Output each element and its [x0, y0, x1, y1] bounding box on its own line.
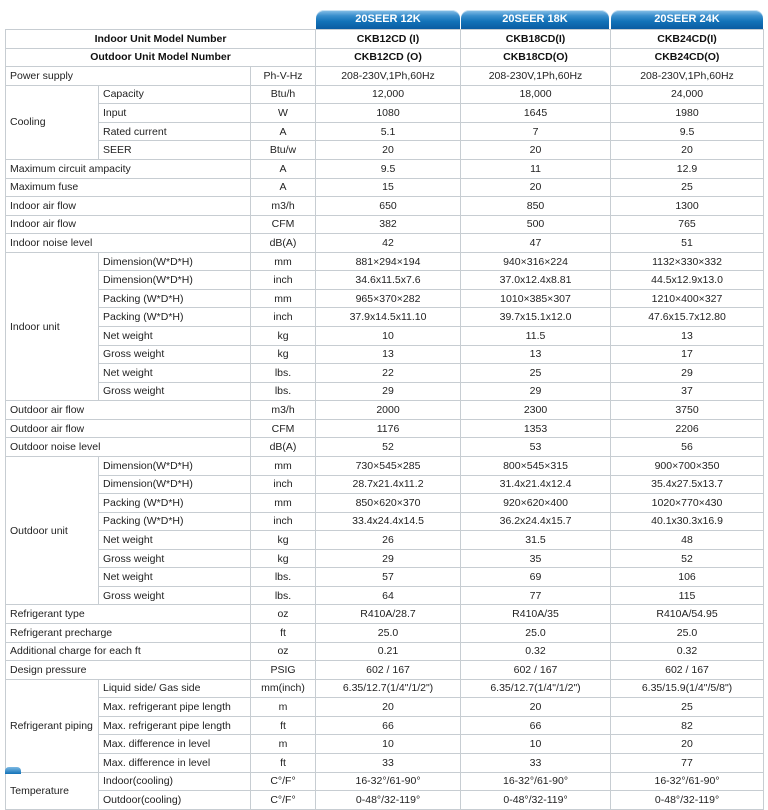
value-cell: 56: [611, 438, 764, 457]
row-label: Dimension(W*D*H): [99, 475, 251, 494]
value-cell: 115: [611, 586, 764, 605]
table-row: [6, 716, 764, 735]
group-cell: Refrigerant piping: [6, 679, 99, 772]
unit-cell: kg: [251, 531, 316, 550]
value-cell: 106: [611, 568, 764, 587]
unit-cell: oz: [251, 605, 316, 624]
value-cell: 40.1x30.3x16.9: [611, 512, 764, 531]
table-row: [6, 494, 764, 513]
group-cell: Indoor unit: [6, 252, 99, 401]
table-row: [6, 679, 764, 698]
value-cell: 1210×400×327: [611, 289, 764, 308]
column-header-20seer-18k: 20SEER 18K: [461, 10, 609, 29]
value-cell: 2206: [611, 419, 764, 438]
row-label: Packing (W*D*H): [99, 308, 251, 327]
value-cell: R410A/35: [461, 605, 611, 624]
column-header-20seer-12k: 20SEER 12K: [316, 10, 460, 29]
row-label: Power supply: [6, 67, 251, 86]
value-cell: 47.6x15.7x12.80: [611, 308, 764, 327]
unit-cell: Btu/h: [251, 85, 316, 104]
unit-cell: A: [251, 178, 316, 197]
value-cell: 881×294×194: [316, 252, 461, 271]
row-label: Packing (W*D*H): [99, 494, 251, 513]
unit-cell: mm: [251, 252, 316, 271]
unit-cell: kg: [251, 549, 316, 568]
table-row: [6, 624, 764, 643]
table-row: [6, 568, 764, 587]
value-cell: 9.5: [611, 122, 764, 141]
unit-cell: lbs.: [251, 364, 316, 383]
table-row: [6, 642, 764, 661]
table-row: [6, 586, 764, 605]
value-cell: 66: [316, 716, 461, 735]
value-cell: 5.1: [316, 122, 461, 141]
value-cell: 37: [611, 382, 764, 401]
unit-cell: CFM: [251, 215, 316, 234]
table-row: [6, 234, 764, 253]
value-cell: 52: [611, 549, 764, 568]
value-cell: 1980: [611, 104, 764, 123]
value-cell: 1132×330×332: [611, 252, 764, 271]
value-cell: 57: [316, 568, 461, 587]
value-cell: 800×545×315: [461, 456, 611, 475]
value-cell: 33: [316, 753, 461, 772]
table-row: [6, 419, 764, 438]
table-row: [6, 772, 764, 791]
unit-cell: m3/h: [251, 401, 316, 420]
table-row: [6, 382, 764, 401]
value-cell: 920×620×400: [461, 494, 611, 513]
table-row: [6, 141, 764, 160]
value-cell: R410A/54.95: [611, 605, 764, 624]
value-cell: 12.9: [611, 159, 764, 178]
unit-cell: mm: [251, 494, 316, 513]
value-cell: 24,000: [611, 85, 764, 104]
value-cell: 29: [316, 549, 461, 568]
value-cell: 13: [611, 327, 764, 346]
row-label: Dimension(W*D*H): [99, 456, 251, 475]
value-cell: 25: [611, 698, 764, 717]
value-cell: CKB24CD(O): [611, 48, 764, 67]
value-cell: 20: [611, 141, 764, 160]
row-label: Packing (W*D*H): [99, 512, 251, 531]
value-cell: 1176: [316, 419, 461, 438]
row-label: Net weight: [99, 531, 251, 550]
unit-cell: inch: [251, 475, 316, 494]
value-cell: 25: [461, 364, 611, 383]
row-label: Indoor noise level: [6, 234, 251, 253]
value-cell: 29: [316, 382, 461, 401]
value-cell: 37.0x12.4x8.81: [461, 271, 611, 290]
value-cell: 16-32°/61-90°: [611, 772, 764, 791]
value-cell: 77: [611, 753, 764, 772]
value-cell: 36.2x24.4x15.7: [461, 512, 611, 531]
table-row: [6, 753, 764, 772]
row-label: Indoor Unit Model Number: [6, 30, 316, 49]
value-cell: 0-48°/32-119°: [316, 791, 461, 810]
row-label: Max. difference in level: [99, 735, 251, 754]
value-cell: 1353: [461, 419, 611, 438]
value-cell: 208-230V,1Ph,60Hz: [461, 67, 611, 86]
row-label: Outdoor noise level: [6, 438, 251, 457]
unit-cell: Ph-V-Hz: [251, 67, 316, 86]
table-row: [6, 159, 764, 178]
table-row: [6, 308, 764, 327]
value-cell: 47: [461, 234, 611, 253]
value-cell: 1300: [611, 197, 764, 216]
value-cell: 500: [461, 215, 611, 234]
table-row: [6, 215, 764, 234]
row-label: Gross weight: [99, 382, 251, 401]
table-row: [6, 122, 764, 141]
value-cell: 33: [461, 753, 611, 772]
value-cell: 15: [316, 178, 461, 197]
value-cell: 1080: [316, 104, 461, 123]
unit-cell: lbs.: [251, 586, 316, 605]
row-label: Max. refrigerant pipe length: [99, 716, 251, 735]
table-row: [6, 197, 764, 216]
row-label: Refrigerant type: [6, 605, 251, 624]
value-cell: 6.35/15.9(1/4"/5/8"): [611, 679, 764, 698]
table-row: [6, 104, 764, 123]
value-cell: 52: [316, 438, 461, 457]
unit-cell: A: [251, 122, 316, 141]
unit-cell: CFM: [251, 419, 316, 438]
value-cell: 6.35/12.7(1/4"/1/2"): [316, 679, 461, 698]
table-row: [6, 345, 764, 364]
table-row: [6, 30, 764, 49]
unit-cell: mm(inch): [251, 679, 316, 698]
value-cell: 33.4x24.4x14.5: [316, 512, 461, 531]
unit-cell: mm: [251, 289, 316, 308]
unit-cell: C°/F°: [251, 791, 316, 810]
row-label: Max. difference in level: [99, 753, 251, 772]
unit-cell: inch: [251, 308, 316, 327]
row-label: Net weight: [99, 327, 251, 346]
value-cell: 6.35/12.7(1/4"/1/2"): [461, 679, 611, 698]
value-cell: 9.5: [316, 159, 461, 178]
value-cell: 7: [461, 122, 611, 141]
unit-cell: inch: [251, 512, 316, 531]
unit-cell: W: [251, 104, 316, 123]
row-label: Gross weight: [99, 549, 251, 568]
row-label: Design pressure: [6, 661, 251, 680]
value-cell: 31.5: [461, 531, 611, 550]
table-row: [6, 85, 764, 104]
unit-cell: m: [251, 698, 316, 717]
unit-cell: dB(A): [251, 234, 316, 253]
value-cell: 10: [316, 735, 461, 754]
value-cell: 602 / 167: [611, 661, 764, 680]
value-cell: CKB18CD(I): [461, 30, 611, 49]
row-label: Outdoor(cooling): [99, 791, 251, 810]
table-row: [6, 512, 764, 531]
group-cell: Outdoor unit: [6, 456, 99, 605]
value-cell: 0-48°/32-119°: [611, 791, 764, 810]
row-label: Outdoor Unit Model Number: [6, 48, 316, 67]
value-cell: 44.5x12.9x13.0: [611, 271, 764, 290]
value-cell: 48: [611, 531, 764, 550]
table-row: [6, 549, 764, 568]
unit-cell: Btu/w: [251, 141, 316, 160]
value-cell: 29: [461, 382, 611, 401]
row-label: Liquid side/ Gas side: [99, 679, 251, 698]
row-label: Dimension(W*D*H): [99, 271, 251, 290]
table-row: [6, 364, 764, 383]
unit-cell: kg: [251, 345, 316, 364]
table-row: [6, 327, 764, 346]
row-label: Net weight: [99, 568, 251, 587]
value-cell: 25.0: [611, 624, 764, 643]
value-cell: 0.32: [611, 642, 764, 661]
unit-cell: lbs.: [251, 568, 316, 587]
value-cell: 42: [316, 234, 461, 253]
value-cell: 382: [316, 215, 461, 234]
column-header-20seer-24k: 20SEER 24K: [611, 10, 763, 29]
row-label: Gross weight: [99, 345, 251, 364]
unit-cell: kg: [251, 327, 316, 346]
value-cell: 11: [461, 159, 611, 178]
value-cell: 20: [461, 141, 611, 160]
value-cell: 16-32°/61-90°: [316, 772, 461, 791]
row-label: Maximum fuse: [6, 178, 251, 197]
value-cell: 16-32°/61-90°: [461, 772, 611, 791]
row-label: Additional charge for each ft: [6, 642, 251, 661]
table-row: [6, 48, 764, 67]
value-cell: 64: [316, 586, 461, 605]
value-cell: 31.4x21.4x12.4: [461, 475, 611, 494]
specification-table: [5, 29, 764, 810]
table-row: [6, 271, 764, 290]
unit-cell: m: [251, 735, 316, 754]
row-label: Indoor air flow: [6, 197, 251, 216]
table-row: [6, 531, 764, 550]
value-cell: 35: [461, 549, 611, 568]
value-cell: 2300: [461, 401, 611, 420]
value-cell: R410A/28.7: [316, 605, 461, 624]
value-cell: 18,000: [461, 85, 611, 104]
value-cell: 765: [611, 215, 764, 234]
value-cell: 940×316×224: [461, 252, 611, 271]
row-label: Outdoor air flow: [6, 419, 251, 438]
value-cell: 29: [611, 364, 764, 383]
unit-cell: lbs.: [251, 382, 316, 401]
value-cell: 53: [461, 438, 611, 457]
table-row: [6, 605, 764, 624]
unit-cell: inch: [251, 271, 316, 290]
value-cell: 20: [316, 698, 461, 717]
value-cell: 12,000: [316, 85, 461, 104]
value-cell: 10: [461, 735, 611, 754]
unit-cell: ft: [251, 624, 316, 643]
row-label: Refrigerant precharge: [6, 624, 251, 643]
row-label: Outdoor air flow: [6, 401, 251, 420]
value-cell: 25.0: [461, 624, 611, 643]
value-cell: 1010×385×307: [461, 289, 611, 308]
value-cell: 20: [461, 698, 611, 717]
value-cell: 69: [461, 568, 611, 587]
unit-cell: ft: [251, 716, 316, 735]
row-label: Dimension(W*D*H): [99, 252, 251, 271]
group-cell: Cooling: [6, 85, 99, 159]
value-cell: 602 / 167: [461, 661, 611, 680]
table-row: [6, 178, 764, 197]
value-cell: 13: [316, 345, 461, 364]
value-cell: 900×700×350: [611, 456, 764, 475]
row-label: Capacity: [99, 85, 251, 104]
unit-cell: mm: [251, 456, 316, 475]
table-row: [6, 791, 764, 810]
value-cell: CKB12CD (I): [316, 30, 461, 49]
value-cell: CKB18CD(O): [461, 48, 611, 67]
value-cell: 208-230V,1Ph,60Hz: [611, 67, 764, 86]
row-label: Maximum circuit ampacity: [6, 159, 251, 178]
value-cell: 965×370×282: [316, 289, 461, 308]
value-cell: 66: [461, 716, 611, 735]
unit-cell: A: [251, 159, 316, 178]
table-row: [6, 252, 764, 271]
row-label: Indoor air flow: [6, 215, 251, 234]
row-label: Max. refrigerant pipe length: [99, 698, 251, 717]
value-cell: 850: [461, 197, 611, 216]
value-cell: 25.0: [316, 624, 461, 643]
table-row: [6, 698, 764, 717]
group-cell: Temperature: [6, 772, 99, 809]
value-cell: 13: [461, 345, 611, 364]
unit-cell: ft: [251, 753, 316, 772]
table-row: [6, 456, 764, 475]
unit-cell: PSIG: [251, 661, 316, 680]
value-cell: 28.7x21.4x11.2: [316, 475, 461, 494]
value-cell: 0-48°/32-119°: [461, 791, 611, 810]
value-cell: 35.4x27.5x13.7: [611, 475, 764, 494]
value-cell: CKB12CD (O): [316, 48, 461, 67]
value-cell: 2000: [316, 401, 461, 420]
table-row: [6, 475, 764, 494]
value-cell: 3750: [611, 401, 764, 420]
table-row: [6, 735, 764, 754]
row-label: Net weight: [99, 364, 251, 383]
value-cell: 22: [316, 364, 461, 383]
value-cell: 1020×770×430: [611, 494, 764, 513]
table-row: [6, 67, 764, 86]
value-cell: 208-230V,1Ph,60Hz: [316, 67, 461, 86]
value-cell: 20: [461, 178, 611, 197]
page-corner-decoration: [5, 767, 21, 774]
row-label: SEER: [99, 141, 251, 160]
table-row: [6, 438, 764, 457]
value-cell: 20: [316, 141, 461, 160]
table-row: [6, 401, 764, 420]
value-cell: 34.6x11.5x7.6: [316, 271, 461, 290]
value-cell: 730×545×285: [316, 456, 461, 475]
value-cell: 850×620×370: [316, 494, 461, 513]
table-row: [6, 661, 764, 680]
unit-cell: m3/h: [251, 197, 316, 216]
row-label: Indoor(cooling): [99, 772, 251, 791]
unit-cell: C°/F°: [251, 772, 316, 791]
value-cell: 0.32: [461, 642, 611, 661]
row-label: Input: [99, 104, 251, 123]
value-cell: 77: [461, 586, 611, 605]
value-cell: 20: [611, 735, 764, 754]
value-cell: 602 / 167: [316, 661, 461, 680]
value-cell: 39.7x15.1x12.0: [461, 308, 611, 327]
value-cell: 11.5: [461, 327, 611, 346]
table-row: [6, 289, 764, 308]
row-label: Gross weight: [99, 586, 251, 605]
value-cell: 17: [611, 345, 764, 364]
value-cell: 82: [611, 716, 764, 735]
value-cell: 37.9x14.5x11.10: [316, 308, 461, 327]
value-cell: 0.21: [316, 642, 461, 661]
value-cell: 10: [316, 327, 461, 346]
unit-cell: oz: [251, 642, 316, 661]
row-label: Packing (W*D*H): [99, 289, 251, 308]
value-cell: 51: [611, 234, 764, 253]
unit-cell: dB(A): [251, 438, 316, 457]
value-cell: CKB24CD(I): [611, 30, 764, 49]
value-cell: 26: [316, 531, 461, 550]
row-label: Rated current: [99, 122, 251, 141]
value-cell: 25: [611, 178, 764, 197]
value-cell: 1645: [461, 104, 611, 123]
value-cell: 650: [316, 197, 461, 216]
